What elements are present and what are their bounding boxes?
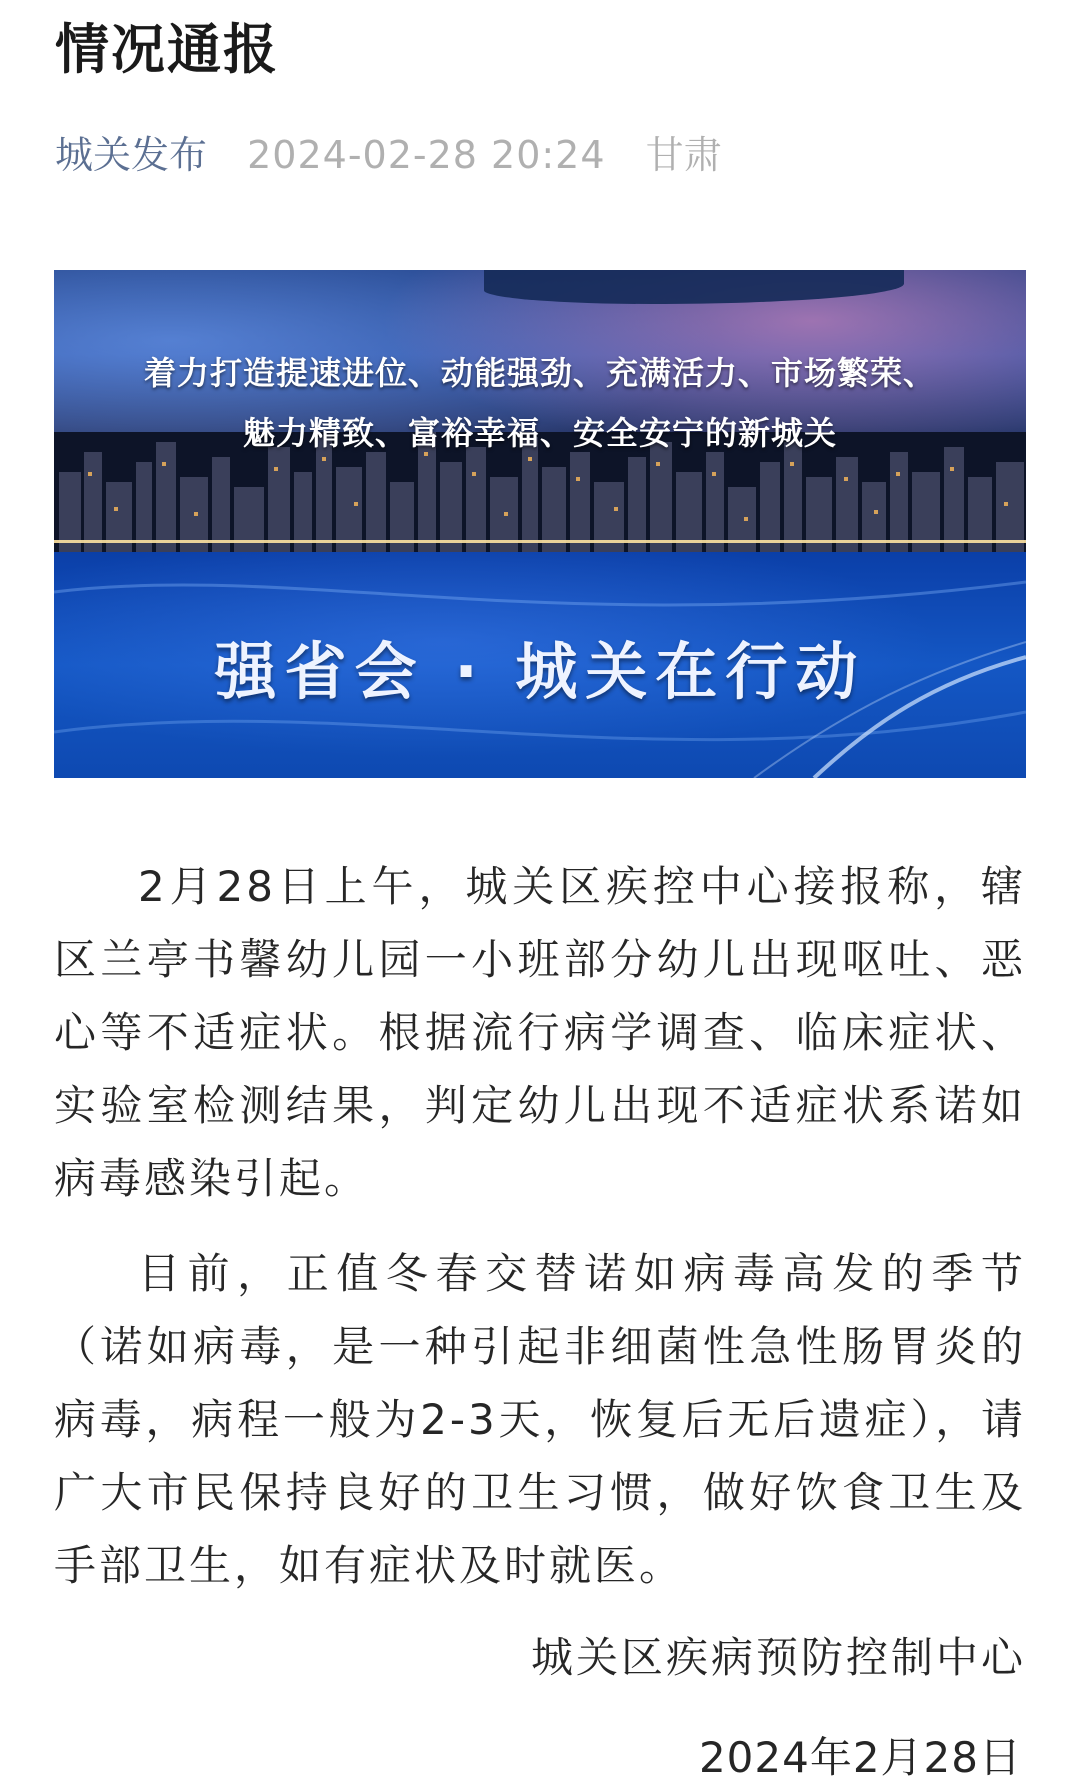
banner-motto-panel (54, 552, 1026, 778)
article-body (54, 850, 1026, 1624)
banner-slogan-line2: 魅力精致、富裕幸福、安全安宁的新城关 (242, 414, 837, 452)
article-meta (55, 126, 722, 184)
article-title: 情况通报 (55, 18, 279, 81)
banner-motto: 强省会 · 城关在行动 (214, 635, 866, 708)
article-date: 2024年2月28日 (698, 1733, 1022, 1782)
article-signature: 城关区疾病预防控制中心 (530, 1633, 1026, 1682)
banner-city-sky (54, 270, 1026, 552)
banner-cloud (484, 270, 904, 304)
article-paragraph-1: 2月28日上午，城关区疾控中心接报称，辖区兰亭书馨幼儿园一小班部分幼儿出现呕吐、恶心等不适症状。根据流行病学调查、临床症状、实验室检测结果，判定幼儿出现不适症状系诺如病毒感染引起。 (54, 862, 1026, 1203)
banner-image[interactable] (54, 270, 1026, 778)
publish-location: 甘肃 (645, 133, 722, 177)
account-name-link[interactable]: 城关发布 (55, 133, 208, 177)
publish-time: 2024-02-28 20:24 (247, 133, 606, 177)
banner-slogan-line1: 着力打造提速进位、动能强劲、充满活力、市场繁荣、 (143, 354, 936, 392)
article-paragraph-2: 目前，正值冬春交替诺如病毒高发的季节（诺如病毒，是一种引起非细菌性急性肠胃炎的病毒，病程一般为2-3天，恢复后无后遗症），请广大市民保持良好的卫生习惯，做好饮食卫生及手部卫生，如有症状及时就医。 (54, 1249, 1026, 1590)
